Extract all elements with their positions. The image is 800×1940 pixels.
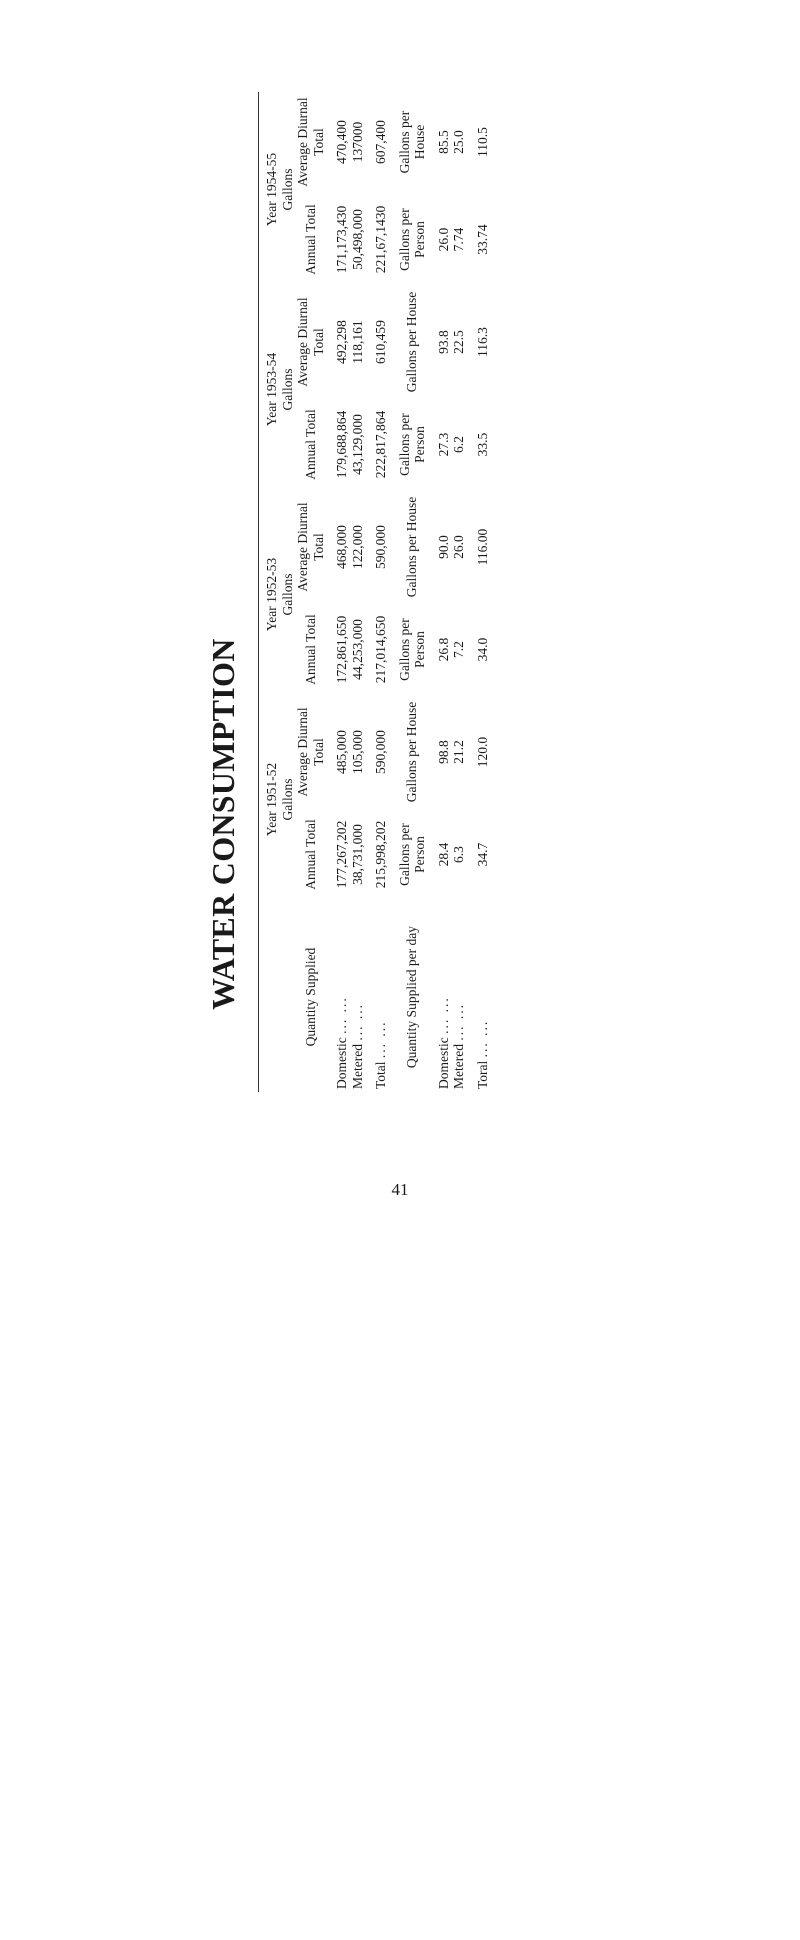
header-per-day-row [397,92,428,1092]
per-person-header: Gallons per Person [396,618,428,681]
cell: 7.2 [451,641,467,658]
cell: 118,161 [349,320,365,364]
average-diurnal-header: Average Diurnal Total [295,707,326,797]
cell: 217,014,650 [373,615,389,684]
cell: 98.8 [435,740,451,764]
header-columns-row [295,92,326,1092]
cell: 610,459 [373,320,389,364]
cell: 44,253,000 [349,619,365,680]
quantity-supplied-label: Quantity Supplied [302,947,318,1047]
cell: 22.5 [451,330,467,354]
cell: 485,000 [334,730,350,774]
cell: 215,998,202 [373,820,389,889]
cell: 492,298 [334,320,350,364]
cell: 122,000 [349,525,365,569]
consumption-table [258,92,490,1092]
row-label: Domestic ... ... [334,996,350,1089]
cell: 172,861,650 [334,615,350,684]
per-house-header: Gallons per House [396,110,428,174]
average-diurnal-header: Average Diurnal Total [295,502,326,592]
consumption-table-rotated [258,92,538,1092]
cell: 28.4 [435,842,451,867]
cell: 33.5 [474,432,490,457]
year-1951-52: Year 1951-52 [264,762,279,837]
table-row [350,92,366,1092]
table-row-total [373,92,389,1092]
cell: 34.7 [474,842,490,867]
per-house-header: Gallons per House [404,496,420,598]
row-label: Total ... ... [373,1020,389,1089]
gallons-label: Gallons [279,778,295,821]
annual-total-header: Annual Total [302,819,318,890]
page-number: 41 [391,1180,409,1199]
per-house-header: Gallons per House [404,291,420,393]
annual-total-header: Annual Total [302,614,318,685]
cell: 38,731,000 [349,824,365,885]
cell: 116.00 [474,528,490,566]
cell: 137000 [349,121,365,163]
per-person-header: Gallons per Person [396,208,428,271]
cell: 6.2 [451,436,467,453]
cell: 590,000 [373,730,389,774]
year-1952-53: Year 1952-53 [264,557,279,632]
annual-total-header: Annual Total [302,204,318,275]
cell: 179,688,864 [334,410,350,479]
cell: 27.3 [435,432,451,457]
cell: 43,129,000 [349,414,365,475]
gallons-label: Gallons [279,368,295,411]
cell: 85.5 [435,130,451,154]
cell: 25.0 [451,130,467,154]
average-diurnal-header: Average Diurnal Total [295,97,326,187]
cell: 34.0 [474,637,490,662]
cell: 468,000 [334,525,350,569]
cell: 171,173,430 [334,205,350,274]
cell: 50,498,000 [349,209,365,270]
cell: 105,000 [349,730,365,774]
page-title: WATER CONSUMPTION [205,638,241,1010]
per-house-header: Gallons per House [404,701,420,803]
table-row [436,92,452,1092]
page-title-wrap [205,638,245,1940]
cell: 33.74 [474,224,490,255]
cell: 21.2 [451,740,467,764]
table-row [451,92,467,1092]
per-person-header: Gallons per Person [396,823,428,886]
cell: 110.5 [474,127,490,157]
row-label: Domestic ... ... [435,996,451,1089]
cell: 6.3 [451,846,467,863]
cell: 607,400 [373,120,389,164]
row-label: Toral ... ... [474,1019,490,1089]
annual-total-header: Annual Total [302,409,318,480]
cell: 26.0 [435,227,451,252]
cell: 177,267,202 [334,820,350,889]
year-1954-55: Year 1954-55 [264,152,279,227]
cell: 93.8 [435,330,451,354]
average-diurnal-header: Average Diurnal Total [295,297,326,387]
header-year-row [258,92,280,1092]
cell: 120.0 [474,736,490,768]
gallons-label: Gallons [279,573,295,616]
row-label: Metered ... ... [451,1003,467,1089]
cell: 470,400 [334,120,350,164]
cell: 90.0 [435,535,451,559]
quantity-per-day-label: Quantity Supplied per day [404,925,420,1069]
cell: 222,817,864 [373,410,389,479]
cell: 590,000 [373,525,389,569]
cell: 221,67,1430 [373,205,389,274]
header-gallons-row [280,92,296,1092]
consumption-table-frame [258,92,538,1092]
per-person-header: Gallons per Person [396,413,428,476]
cell: 7.74 [451,227,467,252]
cell: 116.3 [474,327,490,357]
cell: 26.8 [435,637,451,662]
table-row-total [475,92,491,1092]
cell: 26.0 [451,535,467,559]
year-1953-54: Year 1953-54 [264,352,279,427]
row-label: Metered ... ... [349,1003,365,1089]
table-row [334,92,350,1092]
gallons-label: Gallons [279,168,295,211]
